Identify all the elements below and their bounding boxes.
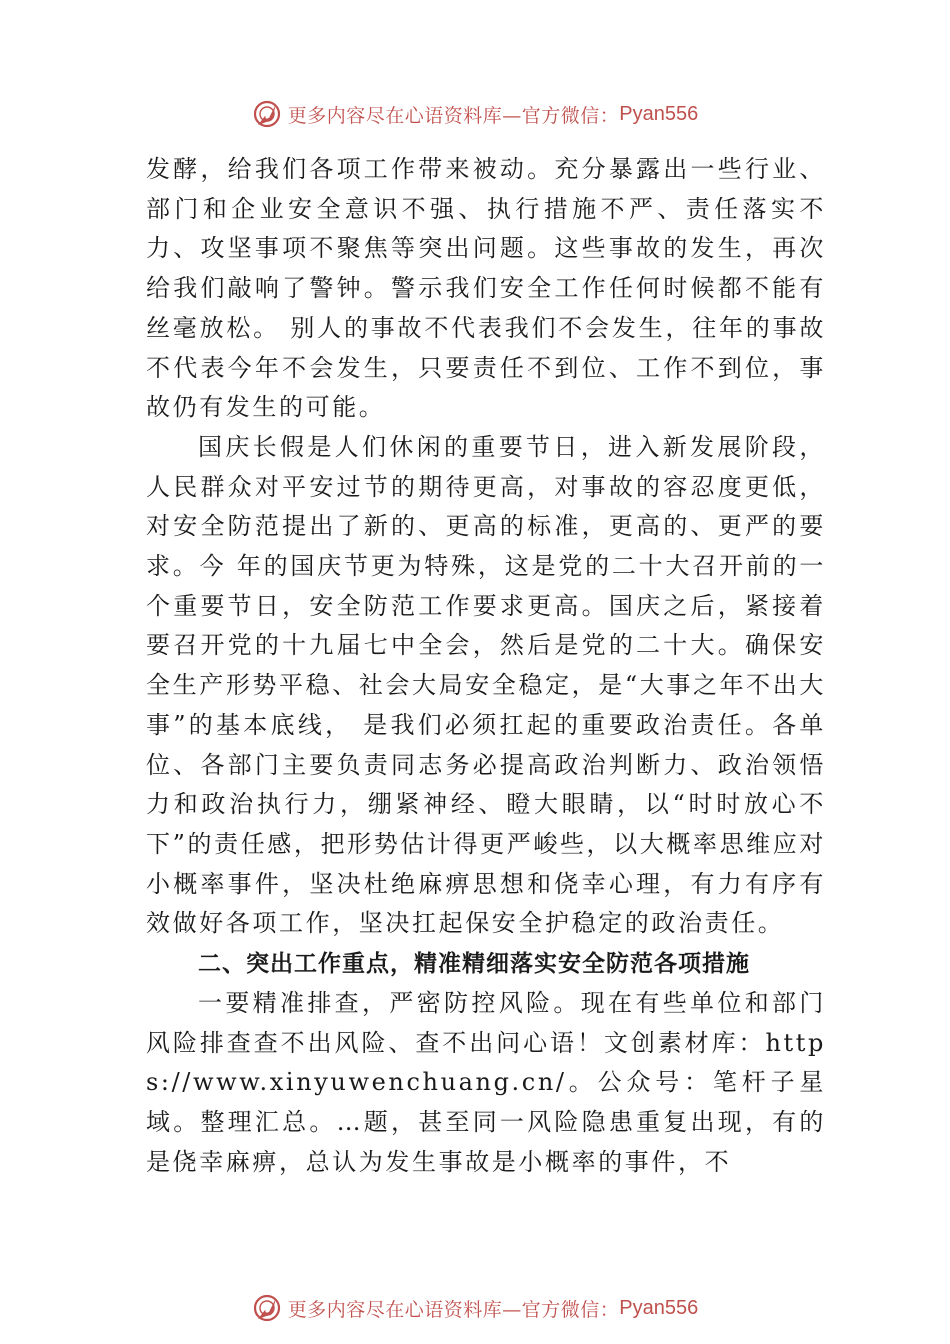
pen-nib-logo-icon — [252, 1293, 282, 1323]
wechat-id: Pyan556 — [619, 102, 699, 125]
banner-text: 更多内容尽在心语资料库—官方微信： — [287, 104, 620, 127]
footer-watermark-banner — [0, 1290, 950, 1326]
section-heading-2: 二、突出工作重点，精准精细落实安全防范各项措施 — [198, 951, 750, 978]
paragraph-1: 发酵，给我们各项工作带来被动。充分暴露出一些行业、部门和企业安全意识不强、执行措施不严、责任落实不力、攻坚事项不聚焦等突出问题。这些事故的发生，再次给我们敲响了警钟。警示我们安全工作任何时候都不能有丝毫放松。 别人的事故不代表我们不会发生，往年的事故不代表今年不会发生，只要责任不到位、工作不到位，事故仍有发生的可能。 — [146, 155, 826, 422]
paragraph-3: 一要精准排查，严密防控风险。现在有些单位和部门风险排查查不出风险、查不出问心语！文创素材库：https://www.xinyuwenchuang.cn/。公众号：笔杆子星域。整理汇总。…题，甚至同一风险隐患重复出现，有的是侥幸麻痹，总认为发生事故是小概率的事件，不 — [146, 989, 826, 1176]
pen-nib-logo-icon — [252, 99, 282, 129]
paragraph-2: 国庆长假是人们休闲的重要节日，进入新发展阶段，人民群众对平安过节的期待更高，对事故的容忍度更低，对安全防范提出了新的、更高的标准，更高的、更严的要求。今 年的国庆节更为特殊，这是党的二十大召开前的一个重要节日，安全防范工作要求更高。国庆之后，紧接着要召开党的十九届七中全会，然后是党的二十大。确保安全生产形势平稳、社会大局安全稳定，是“大事之年不出大事”的基本底线， 是我们必须扛起的重要政治责任。各单位、各部门主要负责同志务必提高政治判断力、政治领悟力和政治执行力，绷紧神经、瞪大眼睛，以“时时放心不下”的责任感，把形势估计得更严峻些，以大概率思维应对小概率事件，坚决杜绝麻痹思想和侥幸心理，有力有序有效做好各项工作，坚决扛起保安全护稳定的政治责任。 — [146, 432, 826, 938]
wechat-id: Pyan556 — [619, 1296, 699, 1319]
header-watermark-banner — [0, 96, 950, 132]
document-body — [146, 150, 826, 1183]
banner-text: 更多内容尽在心语资料库—官方微信： — [287, 1298, 620, 1321]
